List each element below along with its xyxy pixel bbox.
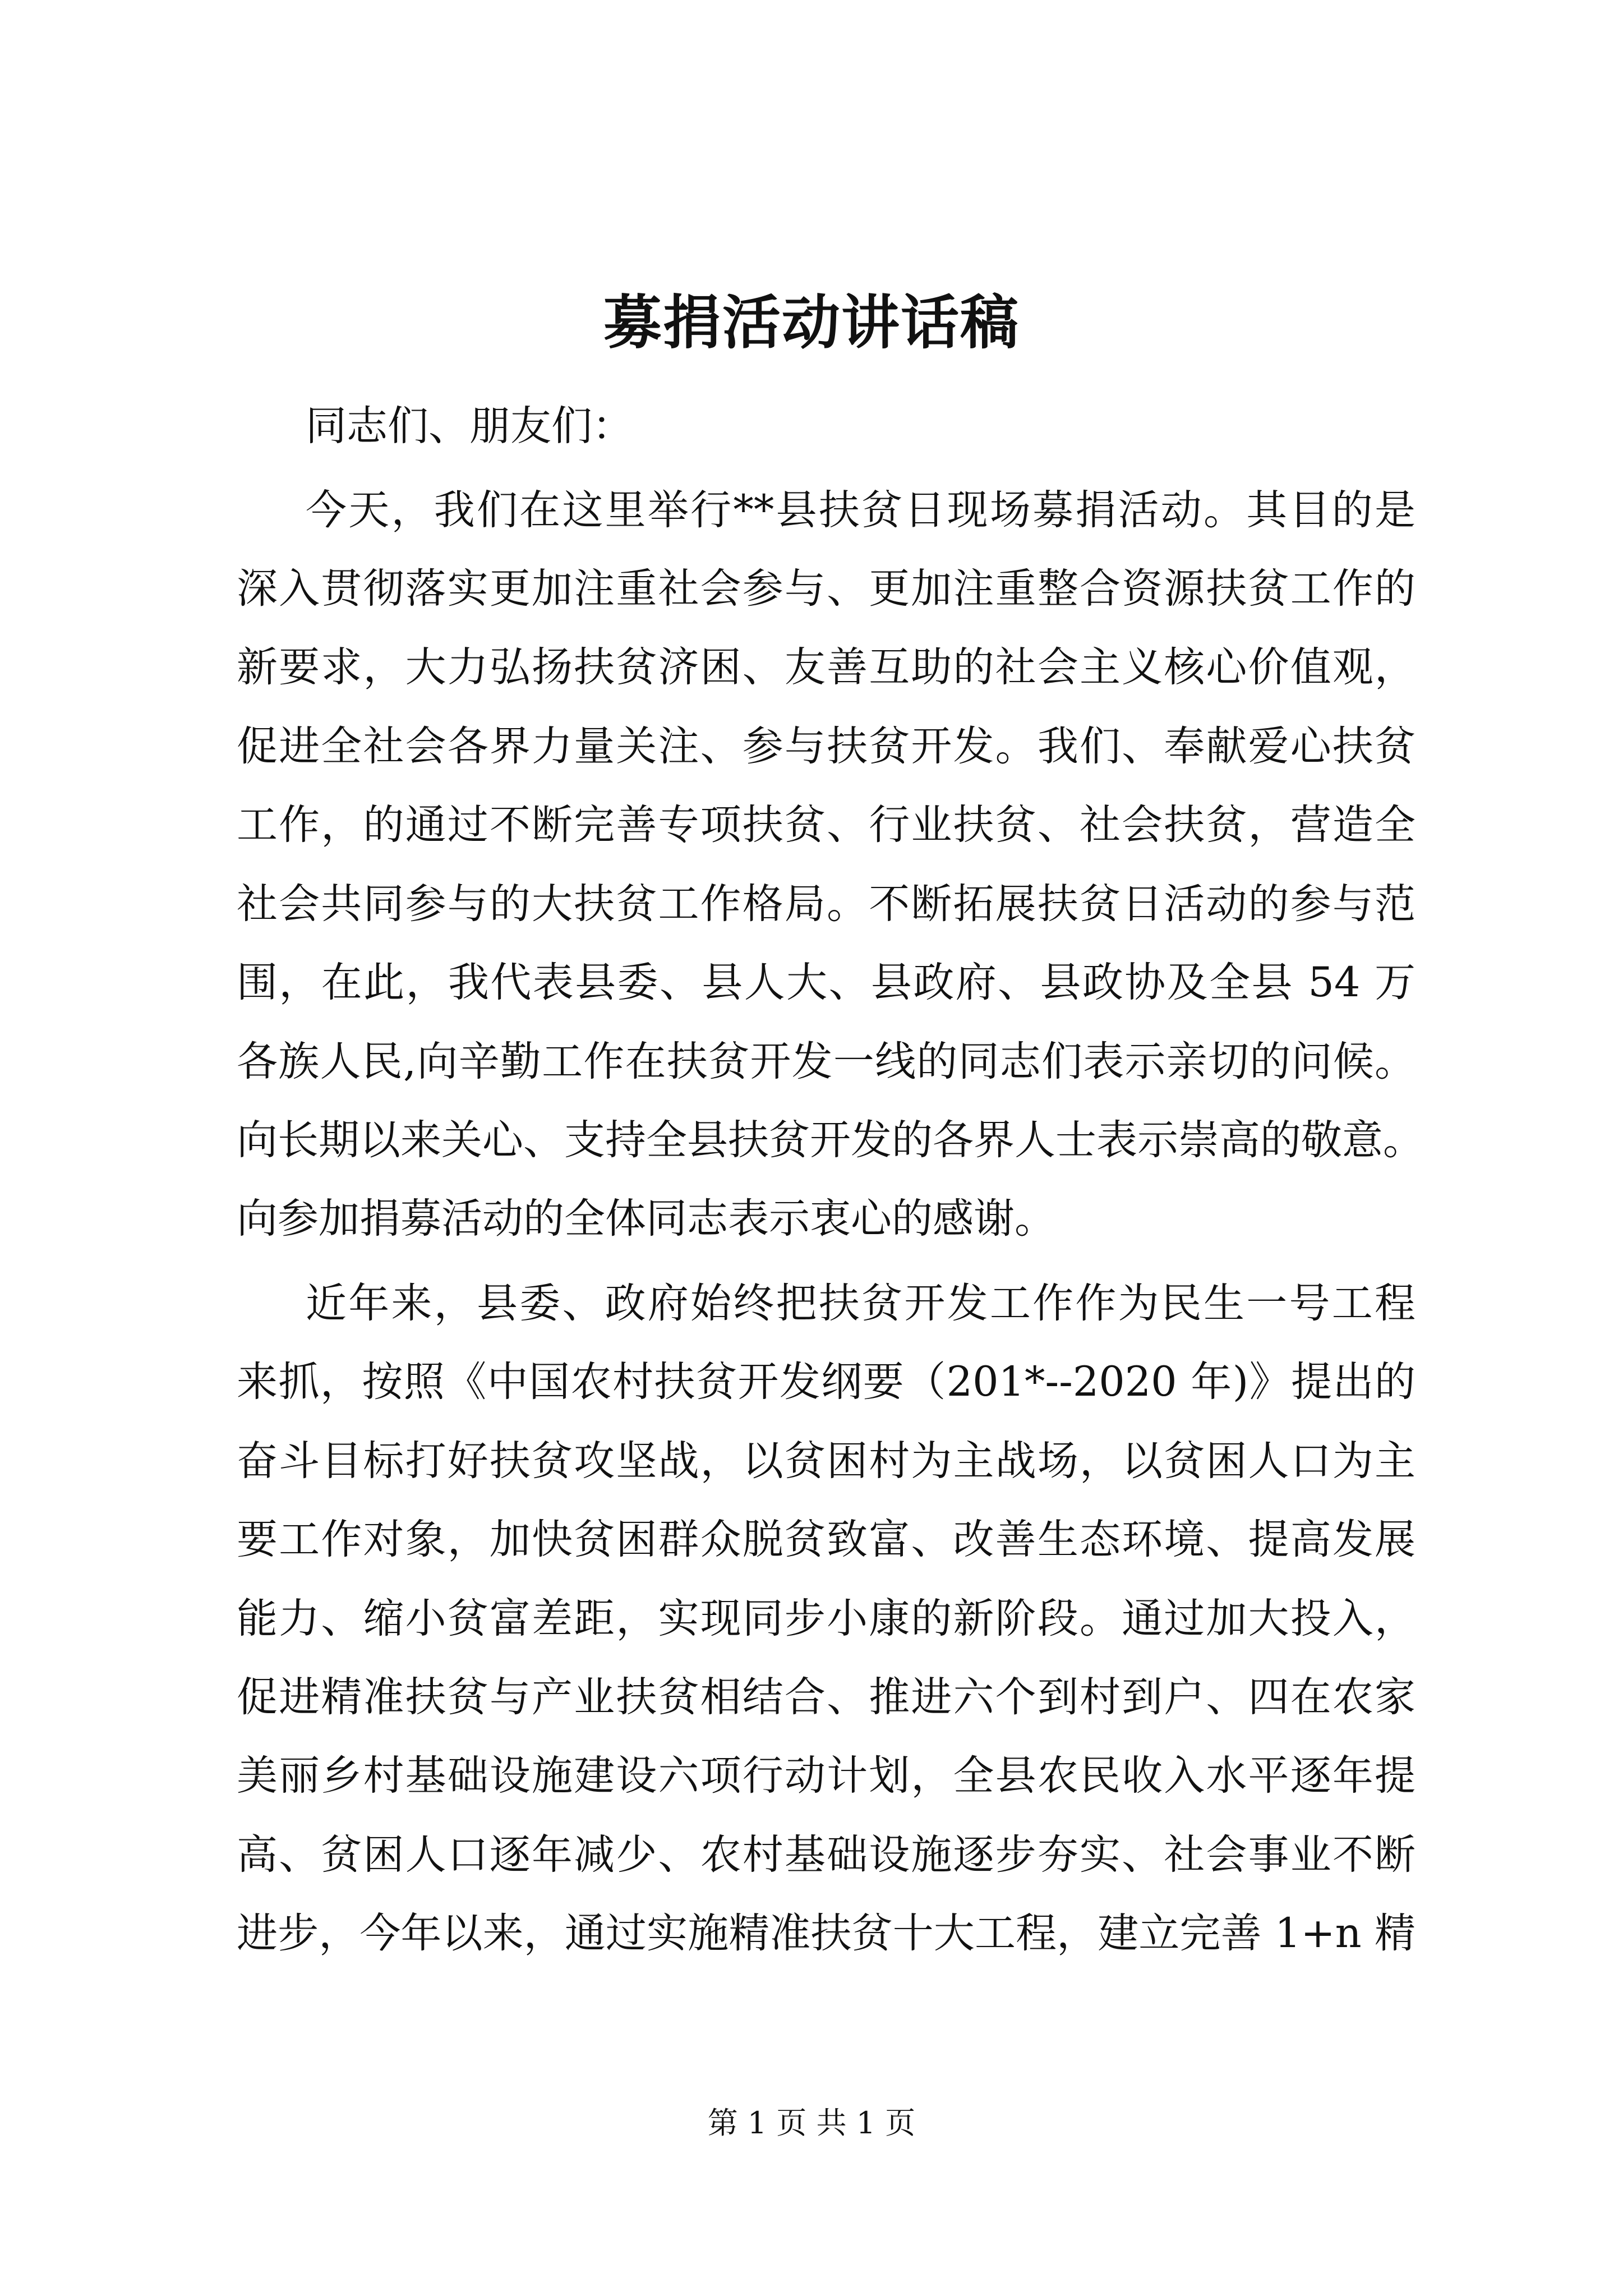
paragraph-line: 来抓，按照《中国农村扶贫开发纲要（201*--2020 年)》提出的 xyxy=(237,1358,1415,1406)
paragraph-line: 奋斗目标打好扶贫攻坚战，以贫困村为主战场，以贫困人口为主 xyxy=(237,1437,1415,1485)
paragraph-line: 今天，我们在这里举行**县扶贫日现场募捐活动。其目的是 xyxy=(306,486,1415,534)
paragraph-line: 各族人民,向辛勤工作在扶贫开发一线的同志们表示亲切的问候。 xyxy=(237,1038,1415,1085)
salutation-line: 同志们、朋友们： xyxy=(306,402,633,450)
paragraph-line: 促进全社会各界力量关注、参与扶贫开发。我们、奉献爱心扶贫 xyxy=(237,723,1415,770)
paragraph-line: 向参加捐募活动的全体同志表示衷心的感谢。 xyxy=(237,1195,1055,1243)
paragraph-line: 进步，今年以来，通过实施精准扶贫十大工程，建立完善 1+n 精 xyxy=(237,1910,1415,1957)
paragraph-line: 美丽乡村基础设施建设六项行动计划，全县农民收入水平逐年提 xyxy=(237,1752,1415,1800)
paragraph-line: 高、贫困人口逐年减少、农村基础设施逐步夯实、社会事业不断 xyxy=(237,1831,1415,1879)
paragraph-line: 能力、缩小贫富差距，实现同步小康的新阶段。通过加大投入， xyxy=(237,1595,1415,1642)
paragraph-line: 近年来，县委、政府始终把扶贫开发工作作为民生一号工程 xyxy=(306,1280,1415,1327)
paragraph-line: 社会共同参与的大扶贫工作格局。不断拓展扶贫日活动的参与范 xyxy=(237,880,1415,928)
paragraph-line: 深入贯彻落实更加注重社会参与、更加注重整合资源扶贫工作的 xyxy=(237,565,1415,613)
paragraph-line: 新要求，大力弘扬扶贫济困、友善互助的社会主义核心价值观， xyxy=(237,643,1415,691)
paragraph-line: 要工作对象，加快贫困群众脱贫致富、改善生态环境、提高发展 xyxy=(237,1516,1415,1563)
paragraph-line: 围，在此，我代表县委、县人大、县政府、县政协及全县 54 万 xyxy=(237,959,1415,1006)
paragraph-line: 促进精准扶贫与产业扶贫相结合、推进六个到村到户、四在农家 xyxy=(237,1673,1415,1721)
paragraph-line: 工作，的通过不断完善专项扶贫、行业扶贫、社会扶贫，营造全 xyxy=(237,801,1415,849)
page-number-footer: 第 1 页 共 1 页 xyxy=(707,2105,916,2141)
paragraph-line: 向长期以来关心、支持全县扶贫开发的各界人士表示崇高的敬意。 xyxy=(237,1116,1424,1164)
page-title: 募捐活动讲话稿 xyxy=(603,288,1020,357)
